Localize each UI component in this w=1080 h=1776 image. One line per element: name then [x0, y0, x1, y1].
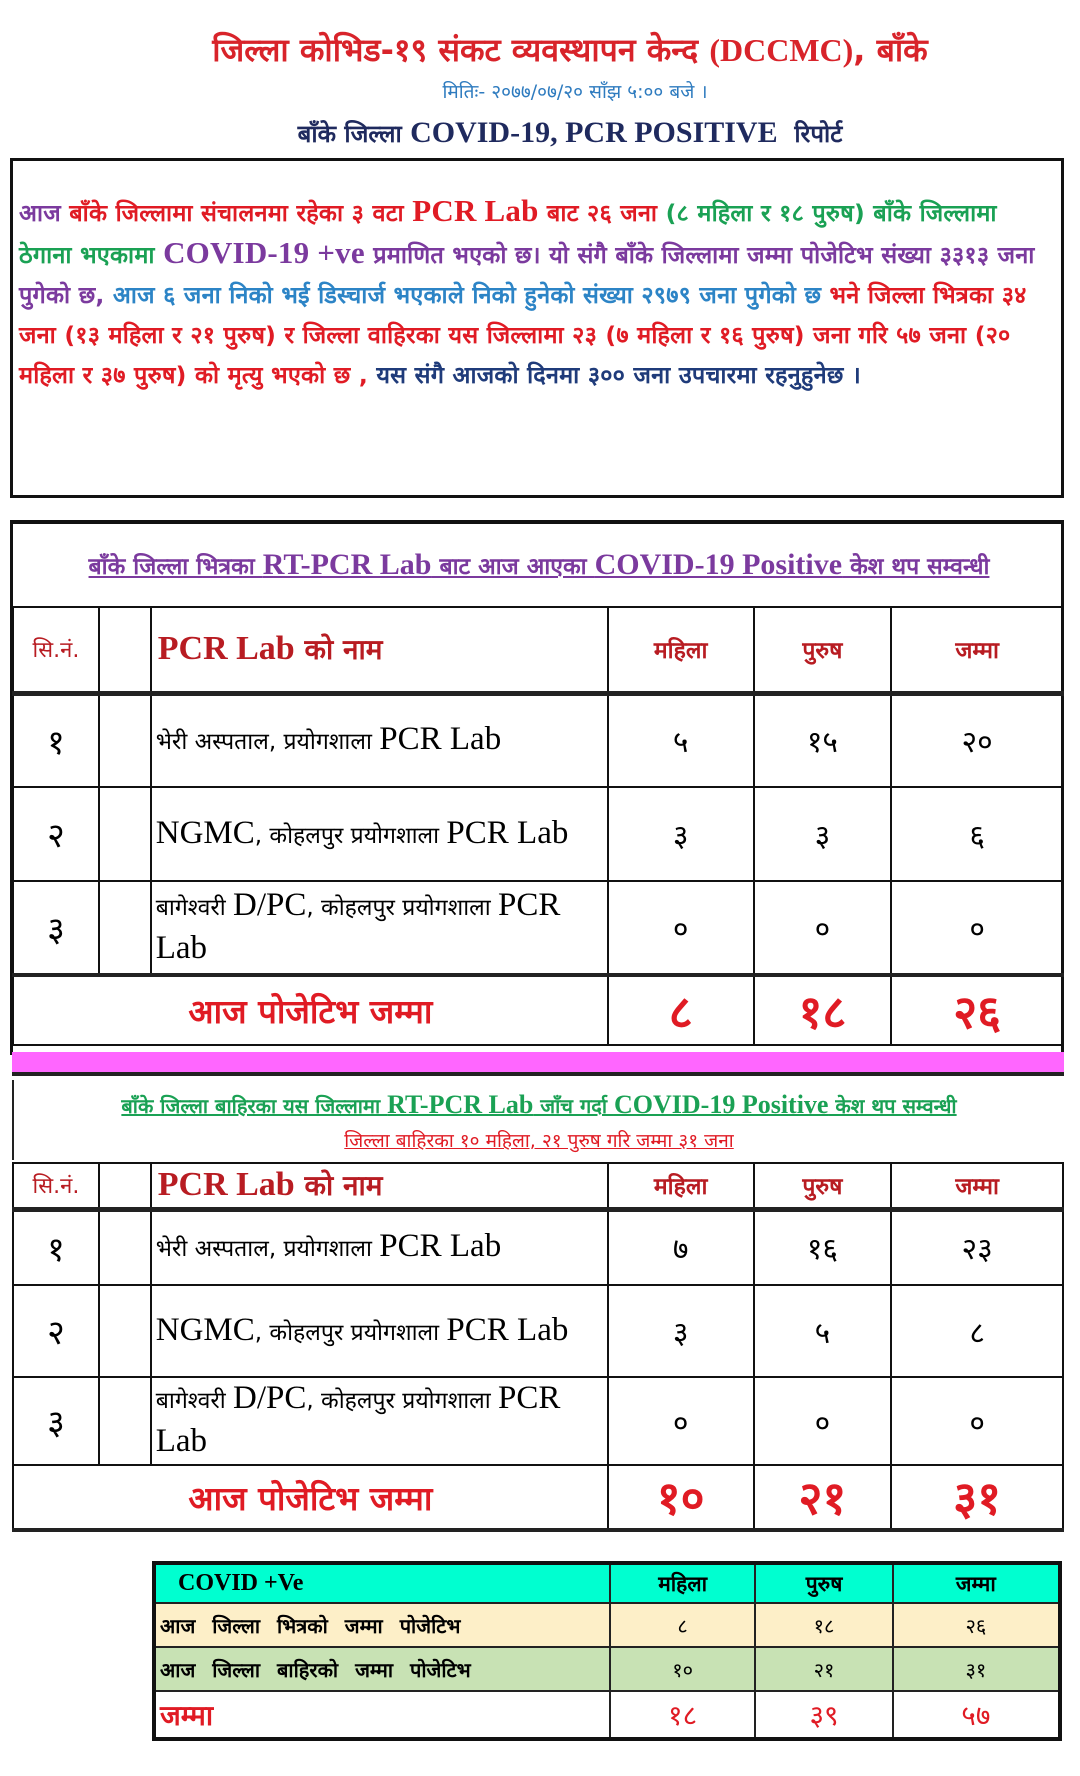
lab-name-latin: NGMC: [155, 814, 255, 851]
row-blank: [99, 693, 151, 787]
table-header-row: [13, 1163, 1063, 1209]
lab-name-latin2: PCR Lab: [155, 1380, 561, 1459]
header-lab-name: [151, 607, 608, 693]
row-lab-name: [151, 693, 608, 787]
row-total: ६: [891, 787, 1063, 881]
header-female: महिला: [608, 1163, 754, 1209]
table-row: [13, 1377, 1063, 1465]
summary-header-female: महिला: [610, 1563, 755, 1603]
row-male: ५: [754, 1285, 892, 1377]
section2-title-a: बाँके जिल्ला बाहिरका यस जिल्लामा: [121, 1094, 388, 1118]
summary-total-all: ५७: [893, 1691, 1060, 1739]
lab-name-latin: PCR Lab: [379, 721, 502, 758]
section2-subtitle: जिल्ला बाहिरका १० महिला, २१ पुरुष गरि जम्मा ३१ जना: [344, 1130, 734, 1152]
title-acronym: (DCCMC): [709, 32, 854, 68]
header-total: जम्मा: [891, 1163, 1063, 1209]
report-date: मितिः- २०७७/०७/२० साँझ ५:०० बजे ।: [442, 81, 708, 103]
summary-seg-7: आज ६ जना निको भई डिस्चार्ज भएकाले निको हुनेको संख्या २९७९ जना पुगेको छ: [112, 281, 830, 309]
header-lab-latin: PCR Lab: [157, 1166, 295, 1204]
header-lab-name: [151, 1163, 608, 1209]
summary-seg-8: भने जिल्ला भित्रका ३४ जना (१३ महिला र २१ पुरुष) र जिल्ला वाहिरका यस जिल्लामा २३ (७ महिला र १६ पुरुष) जना गरि ५७ जना (२० महिला र ३७ पुरुष) को मृत्यु भएको छ ,: [19, 281, 1027, 389]
section2-title: [14, 1090, 1064, 1120]
summary-seg-2: PCR Lab: [412, 193, 539, 228]
row-lab-name: [151, 1209, 608, 1285]
header-male: पुरुष: [754, 607, 892, 693]
total-label: आज पोजेटिभ जम्मा: [13, 1465, 608, 1530]
summary-row-female: १०: [610, 1647, 755, 1691]
summary-header-label: COVID +Ve: [154, 1563, 610, 1603]
table-row: [13, 1209, 1063, 1285]
summary-row-total: २६: [893, 1603, 1060, 1647]
table-total-row: [13, 975, 1063, 1045]
table-row: [13, 881, 1063, 975]
summary-paragraph: [19, 191, 1055, 395]
lab-name-dev: भेरी अस्पताल, प्रयोगशाला: [155, 729, 380, 756]
summary-row: [154, 1647, 1060, 1691]
lab-name-latin2: PCR Lab: [155, 886, 561, 966]
lab-name-latin2: PCR Lab: [446, 814, 569, 851]
summary-seg-4: (८ महिला र १८ पुरुष) बाँके जिल्लामा ठेगाना भएकामा: [19, 199, 997, 269]
section1-title-d: COVID-19 Positive: [594, 548, 843, 581]
header-male: पुरुष: [754, 1163, 892, 1209]
section1-title-c: बाट आज आएका: [431, 554, 595, 580]
table-row: [13, 693, 1063, 787]
total-female: १०: [608, 1465, 754, 1530]
summary-seg-5: COVID-19 +ve: [163, 235, 365, 270]
lab-name-dev: बागेश्वरी: [155, 894, 234, 921]
section-divider: [12, 1052, 1064, 1076]
summary-seg-1: बाँके जिल्लामा संचालनमा रहेका ३ वटा: [69, 199, 413, 227]
row-total: ८: [891, 1285, 1063, 1377]
row-blank: [99, 1377, 151, 1465]
row-sn: २: [13, 1285, 99, 1377]
lab-name-latin: D/PC: [233, 886, 307, 923]
table-row: [13, 787, 1063, 881]
report-subtitle: [0, 116, 1080, 150]
lab-name-latin: NGMC: [155, 1311, 255, 1348]
row-male: ०: [754, 881, 892, 975]
row-sn: ३: [13, 881, 99, 975]
report-title: [0, 28, 1080, 71]
summary-table: [152, 1561, 1062, 1741]
row-lab-name: [151, 787, 608, 881]
row-blank: [99, 1285, 151, 1377]
row-lab-name: [151, 1285, 608, 1377]
section2-title-c: जाँच गर्दा: [533, 1094, 614, 1118]
row-blank: [99, 1209, 151, 1285]
header-female: महिला: [608, 607, 754, 693]
summary-seg-0: आज: [19, 199, 70, 227]
summary-seg-6: प्रमाणित भएको छ। यो संगै बाँके जिल्लामा जम्मा पोजेटिभ संख्या ३३१३ जना पुगेको छ,: [19, 241, 1035, 309]
summary-header-total: जम्मा: [893, 1563, 1060, 1603]
summary-row: [154, 1603, 1060, 1647]
row-total: ०: [891, 881, 1063, 975]
lab-name-dev: बागेश्वरी: [155, 1388, 234, 1414]
section1-title-a: बाँके जिल्ला भित्रका: [88, 554, 263, 580]
total-male: २१: [754, 1465, 892, 1530]
header-lab-dev: को नाम: [294, 1169, 383, 1203]
row-female: ०: [608, 881, 754, 975]
title-devanagari: जिल्ला कोभिड-१९ संकट व्यवस्थापन केन्द: [212, 31, 699, 69]
summary-total-female: १८: [610, 1691, 755, 1739]
summary-total-male: ३९: [755, 1691, 892, 1739]
summary-seg-3: बाट २६ जना: [538, 199, 666, 227]
summary-total-label: जम्मा: [154, 1691, 610, 1739]
subtitle-prefix: बाँके जिल्ला: [297, 120, 402, 148]
total-male: १८: [754, 975, 892, 1045]
lab-name-dev2: , कोहलपुर प्रयोगशाला: [306, 1388, 499, 1414]
table-row: [13, 1285, 1063, 1377]
section2-title-d: COVID-19 Positive: [613, 1090, 829, 1119]
row-sn: ३: [13, 1377, 99, 1465]
lab-name-dev: भेरी अस्पताल, प्रयोगशाला: [155, 1236, 380, 1263]
section2-title-b: RT-PCR Lab: [387, 1090, 534, 1119]
summary-seg-9: यस संगै आजको दिनमा ३०० जना उपचारमा रहनुहुनेछ ।: [376, 361, 862, 389]
section1-title-e: केश थप सम्वन्धी: [842, 554, 990, 580]
total-label: आज पोजेटिभ जम्मा: [13, 975, 608, 1045]
lab-name-dev2: , कोहलपुर प्रयोगशाला: [306, 894, 499, 921]
row-total: २३: [891, 1209, 1063, 1285]
row-male: ३: [754, 787, 892, 881]
summary-row-male: १८: [755, 1603, 892, 1647]
summary-header-row: [154, 1563, 1060, 1603]
title-suffix: , बाँके: [853, 31, 928, 69]
header-lab-dev: को नाम: [294, 633, 383, 667]
section1-title: [14, 548, 1064, 582]
summary-box: [10, 158, 1064, 498]
header-total: जम्मा: [891, 607, 1063, 693]
summary-header-male: पुरुष: [755, 1563, 892, 1603]
header-lab-latin: PCR Lab: [157, 630, 295, 668]
total-all: ३१: [891, 1465, 1063, 1530]
row-sn: १: [13, 1209, 99, 1285]
table-inside-district: [12, 606, 1064, 1046]
table-header-row: [13, 607, 1063, 693]
table-outside-district: [12, 1162, 1064, 1532]
section1-title-b: RT-PCR Lab: [262, 548, 432, 581]
lab-name-latin: D/PC: [233, 1380, 307, 1416]
summary-row-label: आज जिल्ला बाहिरको जम्मा पोजेटिभ: [154, 1647, 610, 1691]
row-female: ०: [608, 1377, 754, 1465]
summary-row-female: ८: [610, 1603, 755, 1647]
row-female: ७: [608, 1209, 754, 1285]
header-sn: सि.नं.: [13, 607, 99, 693]
row-male: ०: [754, 1377, 892, 1465]
row-total: ०: [891, 1377, 1063, 1465]
row-total: २०: [891, 693, 1063, 787]
row-female: ३: [608, 1285, 754, 1377]
row-blank: [99, 881, 151, 975]
lab-name-latin2: PCR Lab: [446, 1311, 569, 1348]
row-male: १६: [754, 1209, 892, 1285]
row-blank: [99, 787, 151, 881]
header-blank: [99, 1163, 151, 1209]
summary-row-total: ३१: [893, 1647, 1060, 1691]
header-sn: सि.नं.: [13, 1163, 99, 1209]
summary-row-label: आज जिल्ला भित्रको जम्मा पोजेटिभ: [154, 1603, 610, 1647]
total-all: २६: [891, 975, 1063, 1045]
summary-row-male: २१: [755, 1647, 892, 1691]
lab-name-dev: , कोहलपुर प्रयोगशाला: [254, 1319, 447, 1346]
section2-title-e: केश थप सम्वन्धी: [828, 1094, 957, 1118]
row-female: ५: [608, 693, 754, 787]
subtitle-suffix: रिपोर्ट: [794, 120, 843, 148]
table-total-row: [13, 1465, 1063, 1530]
subtitle-latin: COVID-19, PCR POSITIVE: [410, 116, 778, 149]
lab-name-latin: PCR Lab: [379, 1228, 502, 1265]
header-blank: [99, 607, 151, 693]
row-female: ३: [608, 787, 754, 881]
row-sn: १: [13, 693, 99, 787]
row-lab-name: [151, 881, 608, 975]
summary-total-row: [154, 1691, 1060, 1739]
total-female: ८: [608, 975, 754, 1045]
row-lab-name: [151, 1377, 608, 1465]
row-male: १५: [754, 693, 892, 787]
row-sn: २: [13, 787, 99, 881]
lab-name-dev: , कोहलपुर प्रयोगशाला: [254, 822, 447, 849]
